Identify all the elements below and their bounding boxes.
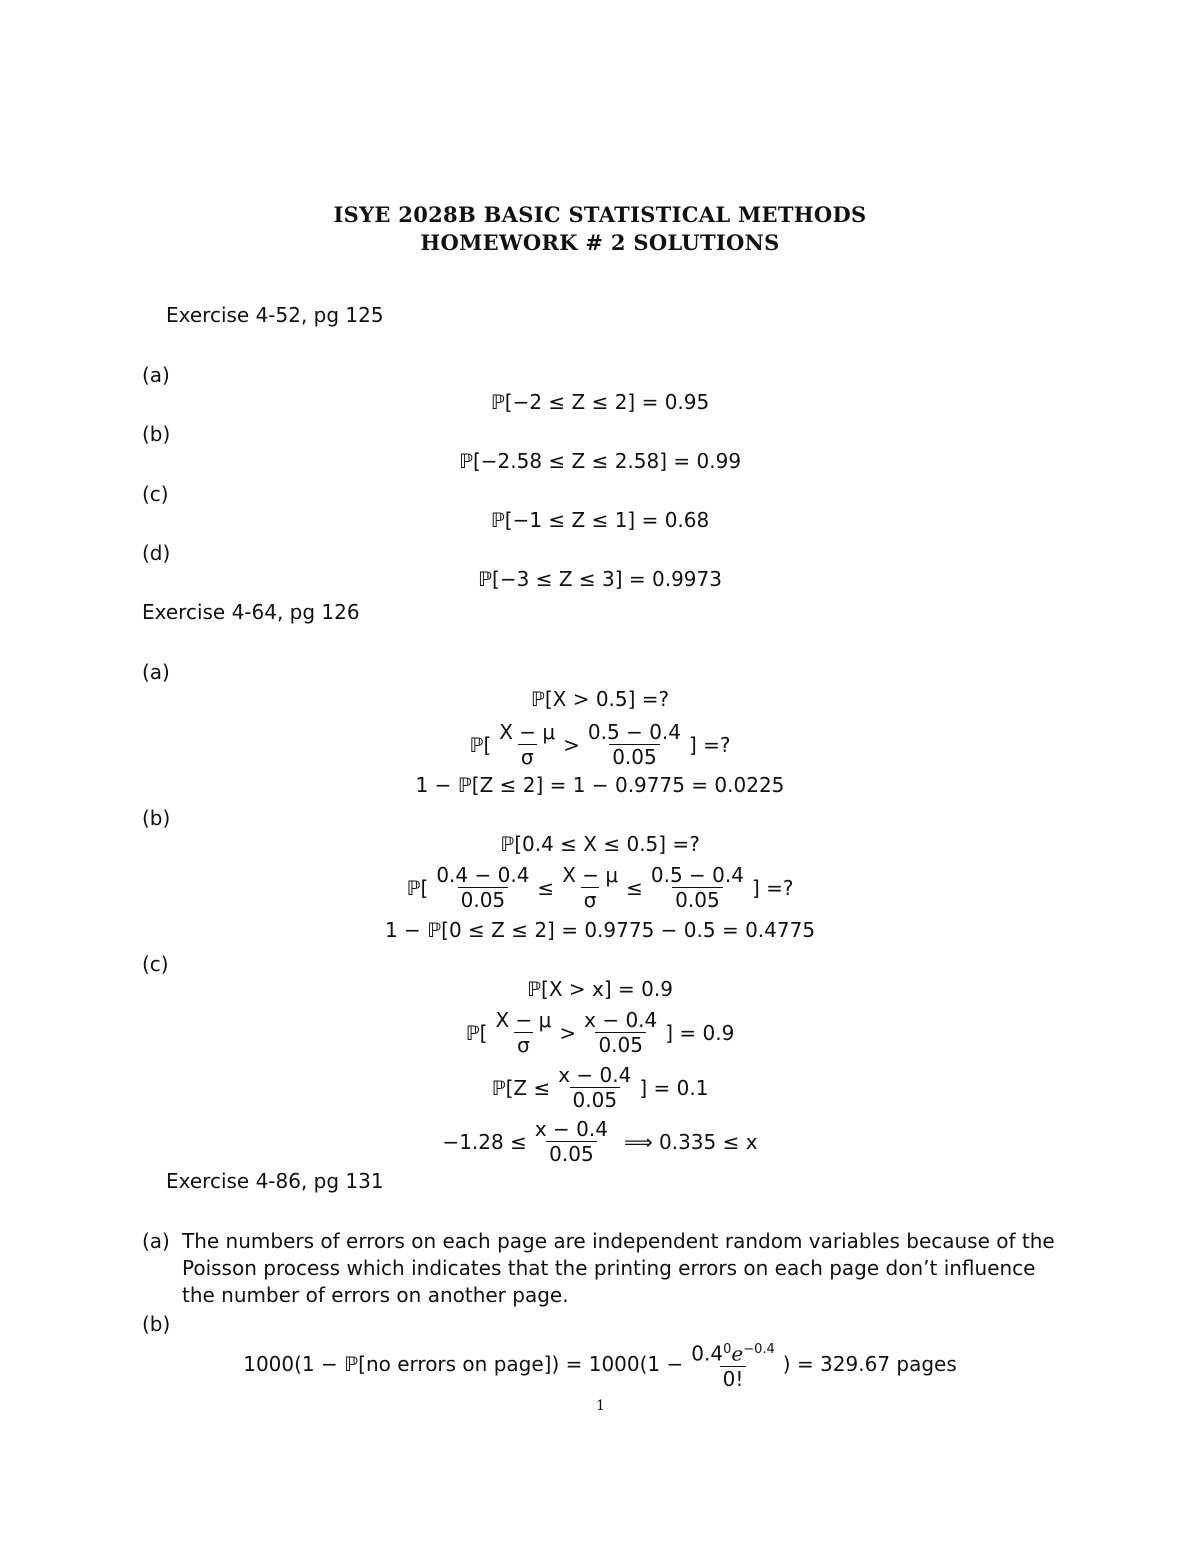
part-label-d: (d) xyxy=(142,541,171,565)
equation-4-64-a-2: ℙ[ $\frac{X - \mu}{\sigma}$ > $\frac{0.5 - 0.4}{0.05}$ ] =? xyxy=(469,720,731,769)
equation-4-64-a-3: 1 − ℙ[Z ≤ 2] = 1 − 0.9775 = 0.0225 xyxy=(415,773,785,797)
document-title: ISYE 2028B BASIC STATISTICAL METHODS xyxy=(333,202,867,227)
exercise-4-52-heading: Exercise 4-52, pg 125 xyxy=(166,303,384,327)
equation-4-64-b-2: ℙ[ $\frac{0.4 - 0.4}{0.05}$ ≤ $\frac{X - \mu}{\sigma}$ ≤ $\frac{0.5 - 0.4}{0.05}$ ] =? xyxy=(406,863,794,912)
equation-4-64-b-1: ℙ[0.4 ≤ X ≤ 0.5] =? xyxy=(500,832,700,856)
fraction: $\frac{x - 0.4}{0.05}$ xyxy=(534,1117,608,1166)
fraction: $\frac{X - \mu}{\sigma}$ xyxy=(495,1008,552,1057)
part-label-c: (c) xyxy=(142,482,169,506)
part-label-b: (b) xyxy=(142,1312,171,1336)
fraction: $\frac{0.4 - 0.4}{0.05}$ xyxy=(436,863,530,912)
fraction: $\frac{x - 0.4}{0.05}$ xyxy=(558,1063,632,1112)
part-label-a: (a) xyxy=(142,1229,170,1253)
fraction: $\frac{x - 0.4}{0.05}$ xyxy=(584,1008,658,1057)
equation-4-64-a-1: ℙ[X > 0.5] =? xyxy=(530,687,670,711)
document-subtitle: HOMEWORK # 2 SOLUTIONS xyxy=(420,230,780,255)
exercise-4-86-heading: Exercise 4-86, pg 131 xyxy=(166,1169,384,1193)
equation-4-52-c: ℙ[−1 ≤ Z ≤ 1] = 0.68 xyxy=(490,508,710,532)
equation-4-64-c-4: −1.28 ≤ $\frac{x - 0.4}{0.05}$ ⟹ 0.335 ≤ x xyxy=(442,1117,758,1166)
fraction: $\frac{X - \mu}{\sigma}$ xyxy=(562,863,619,912)
equation-4-64-b-3: 1 − ℙ[0 ≤ Z ≤ 2] = 0.9775 − 0.5 = 0.4775 xyxy=(384,918,816,942)
fraction: $\frac{0.5 - 0.4}{0.05}$ xyxy=(587,720,682,769)
equation-4-52-d: ℙ[−3 ≤ Z ≤ 3] = 0.9973 xyxy=(478,567,722,591)
fraction: $\frac{0.5 - 0.4}{0.05}$ xyxy=(650,863,744,912)
fraction: $\frac{0.4^0e^{-0.4}}{0!}$ xyxy=(691,1341,775,1391)
part-label-b: (b) xyxy=(142,422,171,446)
equation-4-52-b: ℙ[−2.58 ≤ Z ≤ 2.58] = 0.99 xyxy=(458,449,742,473)
equation-4-52-a: ℙ[−2 ≤ Z ≤ 2] = 0.95 xyxy=(490,390,710,414)
part-label-a: (a) xyxy=(142,660,170,684)
page-number: 1 xyxy=(596,1398,605,1414)
part-label-b: (b) xyxy=(142,806,171,830)
part-label-c: (c) xyxy=(142,952,169,976)
equation-4-64-c-3: ℙ[Z ≤ $\frac{x - 0.4}{0.05}$ ] = 0.1 xyxy=(491,1063,709,1112)
equation-4-64-c-1: ℙ[X > x] = 0.9 xyxy=(527,977,673,1001)
equation-4-86-b: 1000(1 − ℙ[no errors on page]) = 1000(1 − $\frac{0.4^0e^{-0.4}}{0!}$ ) = 329.67 pages xyxy=(0,1338,1200,1391)
exercise-4-64-heading: Exercise 4-64, pg 126 xyxy=(142,600,360,624)
fraction: $\frac{X - \mu}{\sigma}$ xyxy=(499,720,556,769)
equation-4-64-c-2: ℙ[ $\frac{X - \mu}{\sigma}$ > $\frac{x - 0.4}{0.05}$ ] = 0.9 xyxy=(465,1008,735,1057)
answer-paragraph: The numbers of errors on each page are independent random variables because of the Poisson process which indicates that the printing errors on each page don’t influence the number of errors on another page. xyxy=(182,1229,1055,1307)
part-label-a: (a) xyxy=(142,363,170,387)
